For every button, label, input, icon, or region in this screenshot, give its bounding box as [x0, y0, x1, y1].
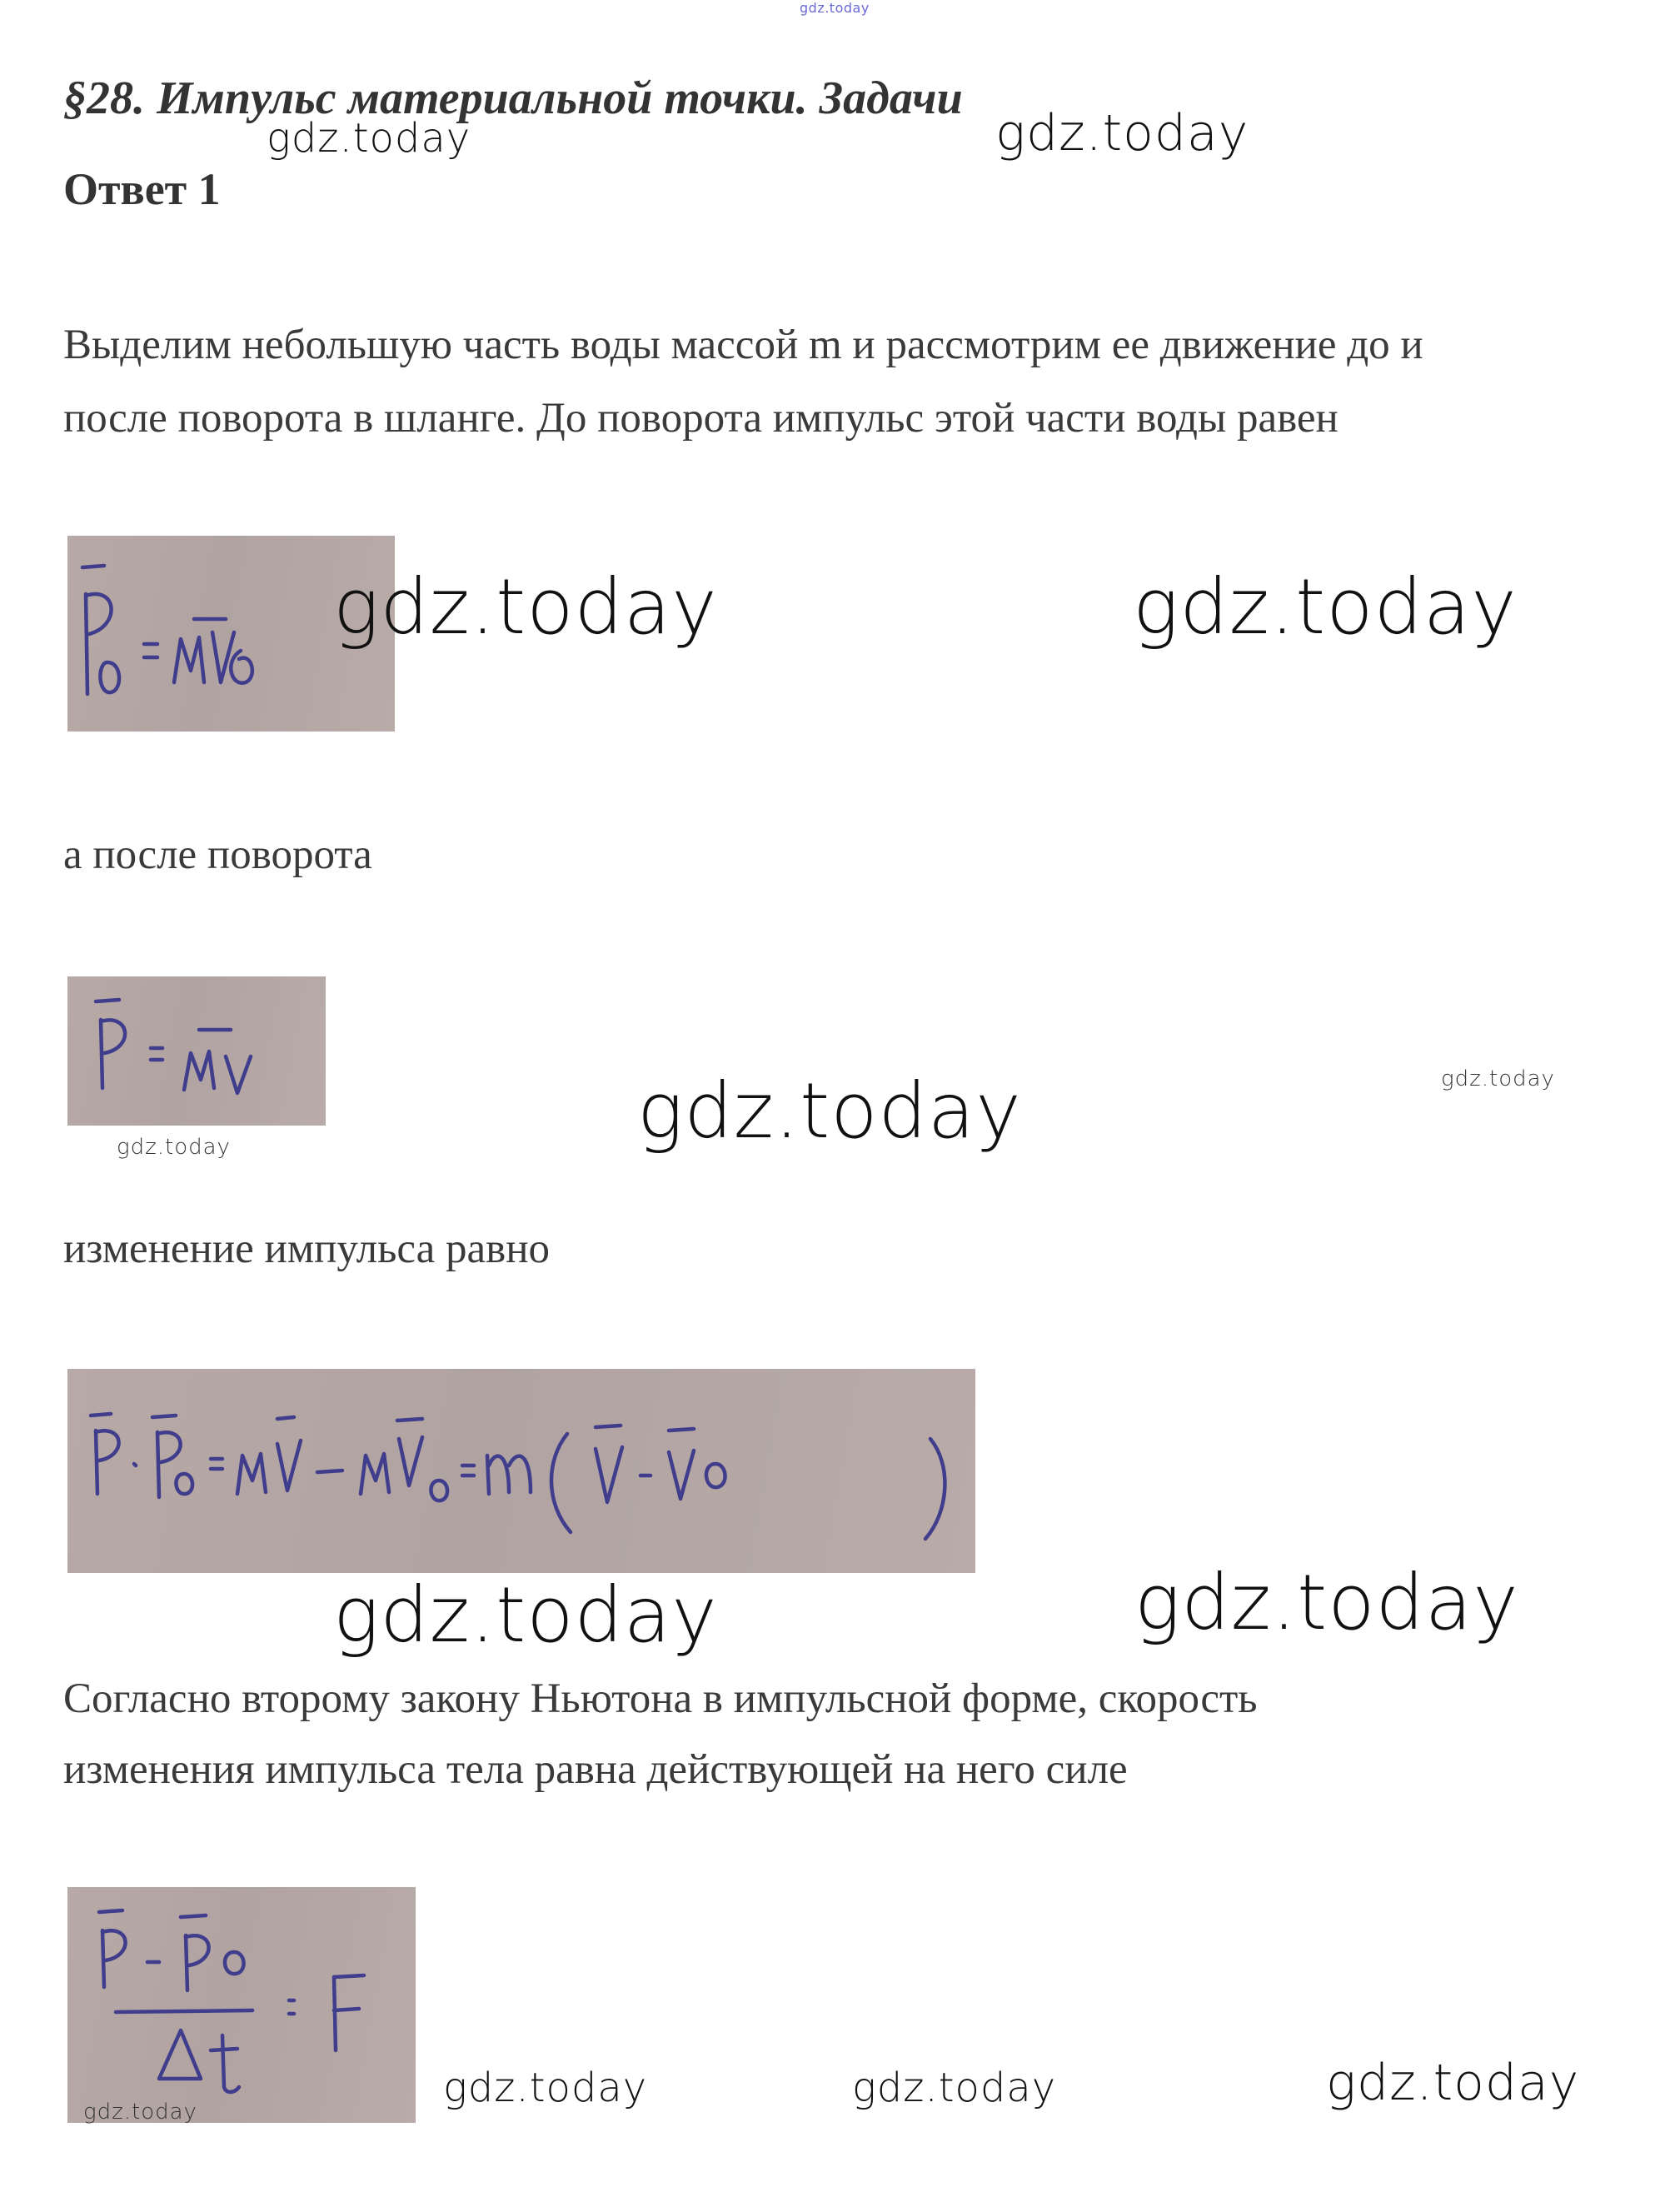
watermark: gdz.today	[1441, 1066, 1555, 1091]
watermark: gdz.today	[267, 115, 471, 162]
watermark: gdz.today	[443, 2065, 648, 2111]
paragraph-line: Согласно второму закону Ньютона в импульсной форме, скорость	[63, 1675, 1258, 1722]
handwritten-formula	[67, 1887, 416, 2123]
watermark: gdz.today	[995, 104, 1249, 162]
watermark: gdz.today	[333, 1570, 718, 1660]
formula-image-delta-p	[67, 1369, 975, 1573]
paragraph-line: Выделим небольшую часть воды массой m и рассмотрим ее движение до и	[63, 322, 1423, 368]
watermark: gdz.today	[1326, 2054, 1580, 2112]
handwritten-formula	[67, 976, 326, 1126]
watermark: gdz.today	[1133, 562, 1518, 652]
page-title: §28. Импульс материальной точки. Задачи	[63, 72, 963, 124]
watermark: gdz.today	[333, 562, 718, 652]
top-watermark: gdz.today	[800, 0, 870, 16]
paragraph-line: изменение импульса равно	[63, 1226, 551, 1272]
answer-label: Ответ 1	[63, 164, 221, 214]
formula-image-p	[67, 976, 326, 1126]
formula-image-force	[67, 1887, 416, 2123]
handwritten-formula	[67, 1369, 975, 1573]
paragraph-line: изменения импульса тела равна действующей на него силе	[63, 1746, 1128, 1793]
watermark: gdz.today	[117, 1135, 231, 1160]
watermark: gdz.today	[83, 2100, 197, 2125]
paragraph-line: а после поворота	[63, 831, 372, 878]
paragraph-line: после поворота в шланге. До поворота импульс этой части воды равен	[63, 395, 1339, 442]
watermark: gdz.today	[852, 2065, 1057, 2111]
watermark: gdz.today	[637, 1066, 1022, 1156]
watermark: gdz.today	[1134, 1558, 1519, 1647]
